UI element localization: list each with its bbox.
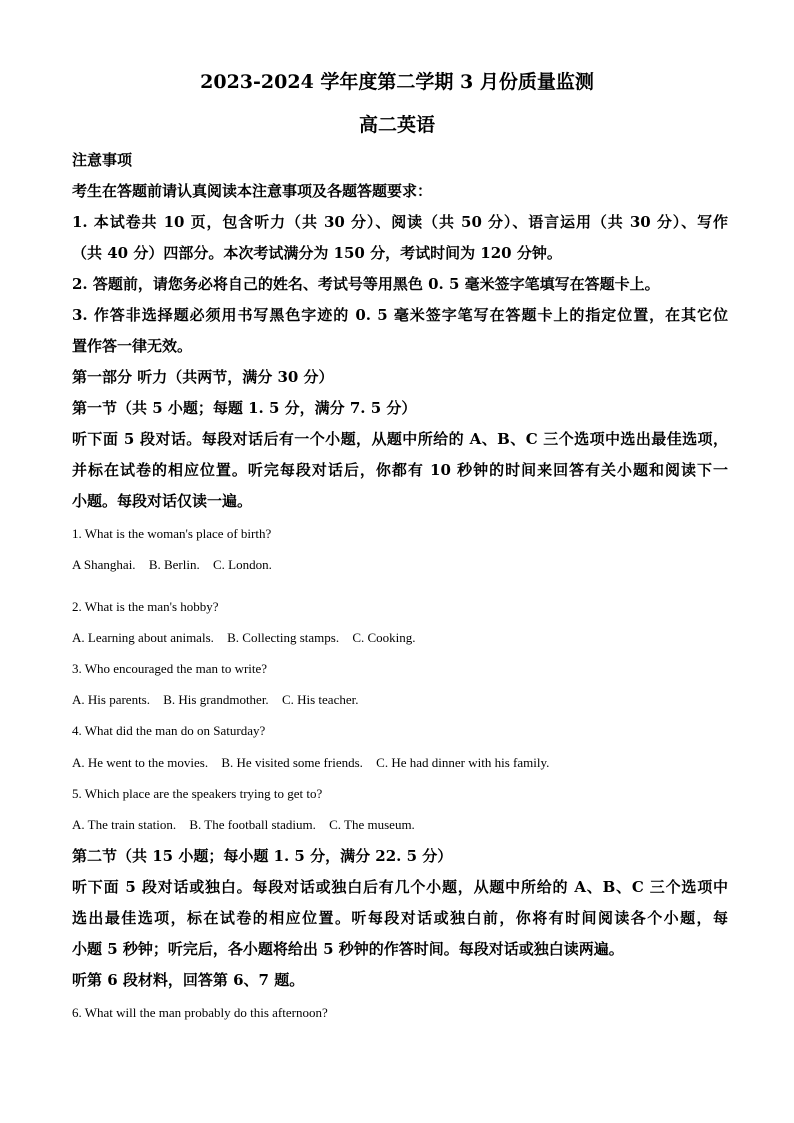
question-3-option-b: B. His grandmother. [163, 692, 269, 707]
question-2-option-c: C. Cooking. [352, 630, 416, 645]
question-4-option-b: B. He visited some friends. [221, 755, 363, 770]
notice-item-2: 2. 答题前，请您务必将自己的姓名、考试号等用黑色 0. 5 毫米签字笔填写在答题卡上。 [72, 275, 660, 293]
question-5-option-b: B. The football stadium. [189, 817, 316, 832]
question-4-option-a: A. He went to the movies. [72, 755, 209, 770]
question-1-options [72, 554, 728, 576]
question-3-option-a: A. His parents. [72, 692, 150, 707]
notice-item-1-line-1: 1. 本试卷共 10 页，包含听力（共 30 分）、阅读（共 50 分）、语言运用（共 30 分）、写作 [72, 213, 728, 231]
question-1-option-b: B. Berlin. [148, 557, 200, 572]
exam-subject: 高二英语 [358, 114, 435, 136]
question-6-stem: 6. What will the man probably do this afternoon? [72, 1005, 328, 1020]
question-1-stem: 1. What is the woman's place of birth? [72, 526, 272, 541]
notice-item-3-line-1: 3. 作答非选择题必须用书写黑色字迹的 0. 5 毫米签字笔写在答题卡上的指定位置，在其它位 [72, 306, 728, 324]
question-5-option-c: C. The museum. [329, 817, 415, 832]
exam-title: 2023-2024 学年度第二学期 3 月份质量监测 [200, 71, 594, 93]
material-6-instruction: 听第 6 段材料，回答第 6、7 题。 [72, 971, 305, 989]
question-4-stem: 4. What did the man do on Saturday? [72, 723, 266, 738]
question-5-options [72, 814, 728, 836]
part-1-heading: 第一部分 听力（共两节，满分 30 分） [72, 368, 334, 386]
notice-heading: 注意事项 [72, 151, 133, 169]
question-3-option-c: C. His teacher. [281, 692, 359, 707]
section-1-instructions-line-3: 小题。每段对话仅读一遍。 [72, 492, 253, 510]
question-2-option-a: A. Learning about animals. [72, 630, 214, 645]
question-3-options [72, 689, 728, 711]
question-3-stem: 3. Who encouraged the man to write? [72, 661, 268, 676]
section-1-instructions-line-2: 并标在试卷的相应位置。听完每段对话后，你都有 10 秒钟的时间来回答有关小题和阅读下一 [72, 461, 728, 479]
question-2-options [72, 627, 728, 649]
question-1-option-a: A Shanghai. [72, 557, 136, 572]
section-2-instructions-line-2: 选出最佳选项，标在试卷的相应位置。听每段对话或独白前，你将有时间阅读各个小题，每 [72, 909, 728, 927]
section-2-heading: 第二节（共 15 小题；每小题 1. 5 分，满分 22. 5 分） [72, 847, 453, 865]
section-1-instructions-line-1: 听下面 5 段对话。每段对话后有一个小题，从题中所给的 A、B、C 三个选项中选出最佳选项， [72, 430, 728, 448]
question-4-options [72, 752, 728, 774]
question-5-option-a: A. The train station. [72, 817, 177, 832]
question-5-stem: 5. Which place are the speakers trying to get to? [72, 786, 323, 801]
question-2-stem: 2. What is the man's hobby? [72, 599, 219, 614]
question-2-option-b: B. Collecting stamps. [227, 630, 340, 645]
section-2-instructions-line-1: 听下面 5 段对话或独白。每段对话或独白后有几个小题，从题中所给的 A、B、C 三个选项中 [72, 878, 728, 896]
question-1-option-c: C. London. [212, 557, 272, 572]
notice-intro: 考生在答题前请认真阅读本注意事项及各题答题要求： [72, 182, 433, 200]
section-1-heading: 第一节（共 5 小题；每题 1. 5 分，满分 7. 5 分） [72, 399, 417, 417]
question-4-option-c: C. He had dinner with his family. [376, 755, 550, 770]
notice-item-3-line-2: 置作答一律无效。 [72, 337, 193, 355]
notice-item-1-line-2: （共 40 分）四部分。本次考试满分为 150 分，考试时间为 120 分钟。 [72, 244, 562, 262]
section-2-instructions-line-3: 小题 5 秒钟；听完后，各小题将给出 5 秒钟的作答时间。每段对话或独白读两遍。 [72, 940, 624, 958]
